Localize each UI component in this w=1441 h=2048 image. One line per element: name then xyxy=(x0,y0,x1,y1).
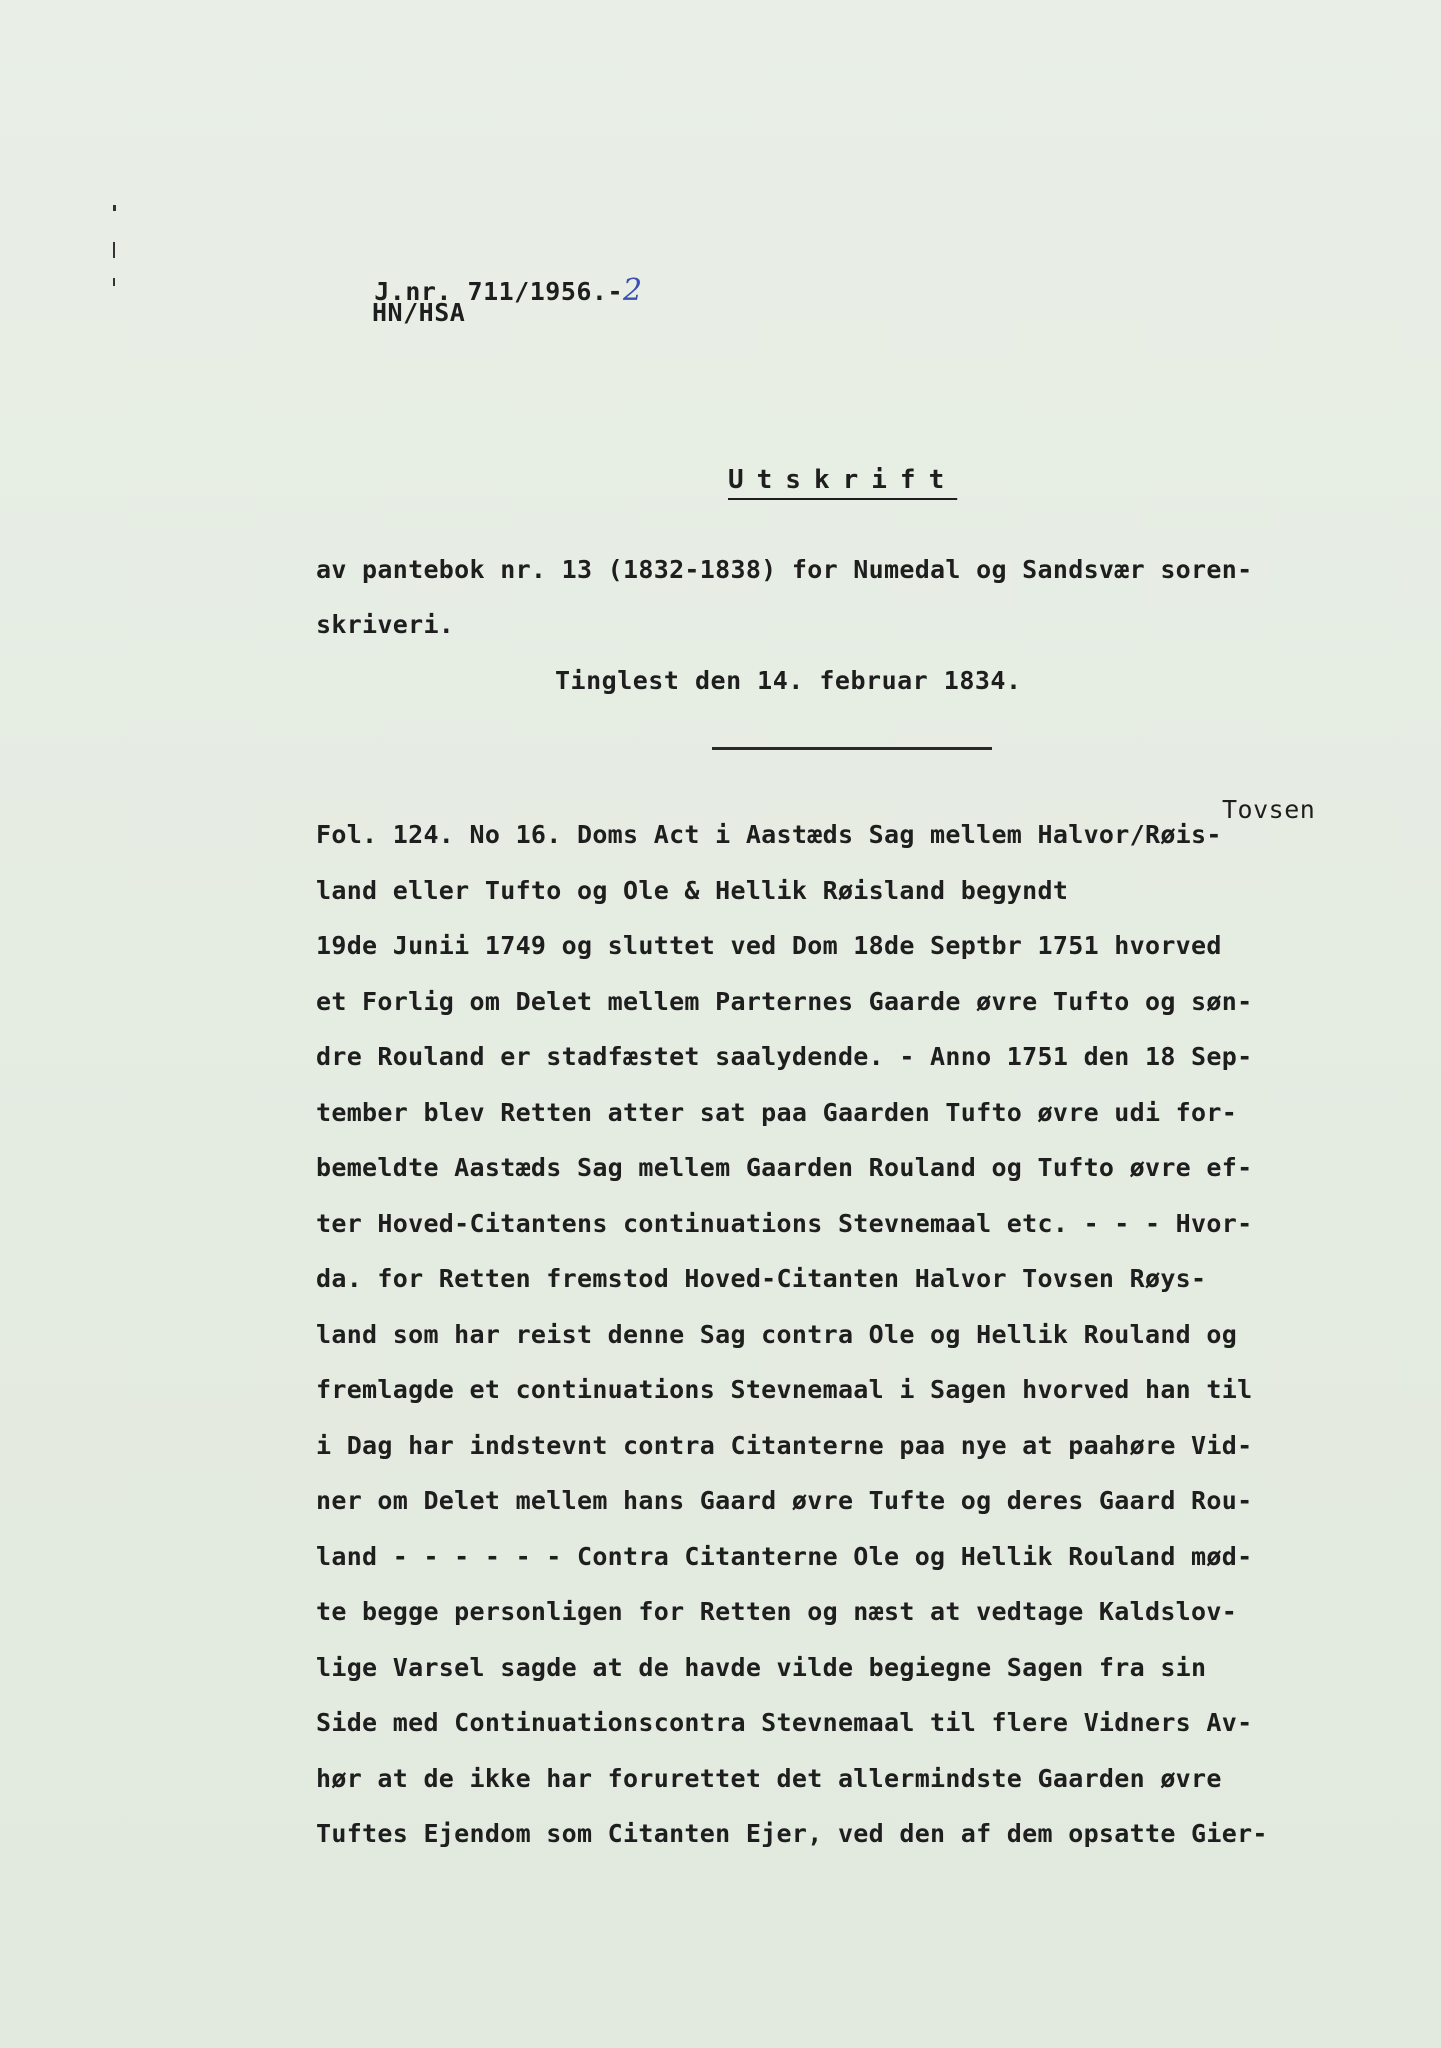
transcript-line: Tuftes Ejendom som Citanten Ejer, ved den af dem opsatte Gier- xyxy=(316,1819,1268,1848)
margin-mark xyxy=(113,242,115,258)
transcript-line: Fol. 124. No 16. Doms Act i Aastæds Sag mellem Halvor/Røis- xyxy=(316,820,1222,849)
transcript-line: land eller Tufto og Ole & Hellik Røisland begyndt xyxy=(316,875,1069,905)
registered-date: Tinglest den 14. februar 1834. xyxy=(555,666,1022,695)
transcript-line: Side med Continuationscontra Stevnemaal til flere Vidners Av- xyxy=(316,1708,1253,1737)
journal-number-typed: J.nr. 711/1956.- xyxy=(374,277,624,306)
transcript-line: 19de Junii 1749 og sluttet ved Dom 18de Septbr 1751 hvorved xyxy=(316,931,1222,960)
separator-rule xyxy=(712,747,992,750)
transcript-line: lige Varsel sagde at de havde vilde begiegne Sagen fra sin xyxy=(316,1652,1207,1682)
transcript-line: fremlagde et continuations Stevnemaal i Sagen hvorved han til xyxy=(316,1375,1253,1404)
journal-number xyxy=(312,244,643,337)
margin-mark xyxy=(113,278,115,286)
transcript-line: te begge personligen for Retten og næst at vedtage Kaldslov- xyxy=(316,1597,1238,1626)
transcript-line: land - - - - - - Contra Citanterne Ole og Hellik Rouland mød- xyxy=(316,1541,1253,1571)
initials: HN/HSA xyxy=(372,298,466,327)
transcript-line: bemeldte Aastæds Sag mellem Gaarden Rouland og Tufto øvre ef- xyxy=(316,1153,1253,1182)
transcript-line: ter Hoved-Citantens continuations Stevnemaal etc. - - - Hvor- xyxy=(316,1208,1253,1238)
insertion-above: Tovsen xyxy=(1222,795,1316,824)
intro-line: av pantebok nr. 13 (1832-1838) for Numedal og Sandsvær soren- xyxy=(316,555,1253,584)
journal-number-handwritten: 2 xyxy=(623,273,643,308)
margin-mark xyxy=(113,205,116,211)
transcript-line: dre Rouland er stadfæstet saalydende. - Anno 1751 den 18 Sep- xyxy=(316,1042,1253,1071)
transcript-line: hør at de ikke har forurettet det allermindste Gaarden øvre xyxy=(316,1763,1222,1793)
transcript-line: land som har reist denne Sag contra Ole og Hellik Rouland og xyxy=(316,1319,1238,1349)
transcript-line: i Dag har indstevnt contra Citanterne paa nye at paahøre Vid- xyxy=(316,1430,1253,1460)
intro-line: skriveri. xyxy=(316,610,455,639)
transcript-line: da. for Retten fremstod Hoved-Citanten Halvor Tovsen Røys- xyxy=(316,1264,1207,1293)
transcript-line: et Forlig om Delet mellem Parternes Gaarde øvre Tufto og søn- xyxy=(316,986,1253,1016)
transcript-line: tember blev Retten atter sat paa Gaarden Tufto øvre udi for- xyxy=(316,1097,1238,1127)
document-title: Utskrift xyxy=(728,465,958,495)
transcript-line: ner om Delet mellem hans Gaard øvre Tufte og deres Gaard Rou- xyxy=(316,1486,1253,1515)
